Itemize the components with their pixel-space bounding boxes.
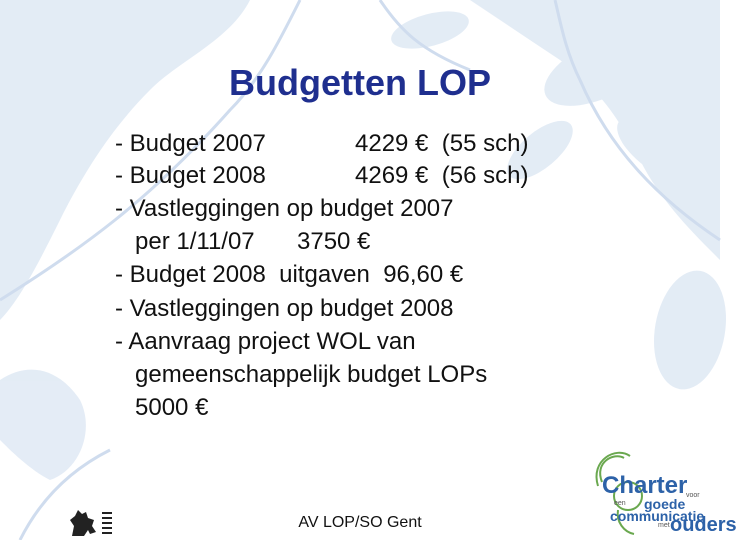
logo-small-1: voor [686, 492, 700, 499]
line-label: - Budget 2008 uitgaven 96,60 € [115, 261, 464, 288]
logo-small-2: een [614, 500, 626, 507]
logo-word-3: ouders [670, 514, 737, 536]
list-item [115, 193, 454, 225]
footer-text: AV LOP/SO Gent [298, 514, 422, 531]
line-label: 5000 € [115, 394, 209, 421]
list-item [115, 359, 488, 391]
list-item [115, 226, 371, 258]
logo-small-3: met [658, 522, 670, 529]
list-item [115, 326, 416, 358]
line-amount: 4269 € (56 sch) [355, 162, 529, 189]
list-item [115, 293, 454, 325]
line-label: - Budget 2007 [115, 130, 266, 157]
slide-title: Budgetten LOP [229, 62, 491, 103]
line-label: - Vastleggingen op budget 2008 [115, 295, 454, 322]
flemish-lion-logo-icon [66, 506, 116, 540]
list-item [115, 128, 529, 160]
line-label: - Vastleggingen op budget 2007 [115, 195, 454, 222]
logo-brand: Charter [602, 472, 688, 499]
line-amount: 3750 € [297, 228, 371, 255]
line-label: per 1/11/07 [115, 228, 255, 255]
list-item [115, 160, 529, 192]
list-item [115, 259, 464, 291]
logo-word-1: goede [644, 496, 686, 512]
line-amount: 4229 € (55 sch) [355, 130, 529, 157]
line-label: - Aanvraag project WOL van [115, 328, 416, 355]
list-item [115, 392, 209, 424]
line-label: gemeenschappelijk budget LOPs [115, 361, 488, 388]
line-label: - Budget 2008 [115, 162, 266, 189]
charter-logo-icon [594, 452, 737, 540]
logo-word-2: communicatie [610, 508, 705, 524]
